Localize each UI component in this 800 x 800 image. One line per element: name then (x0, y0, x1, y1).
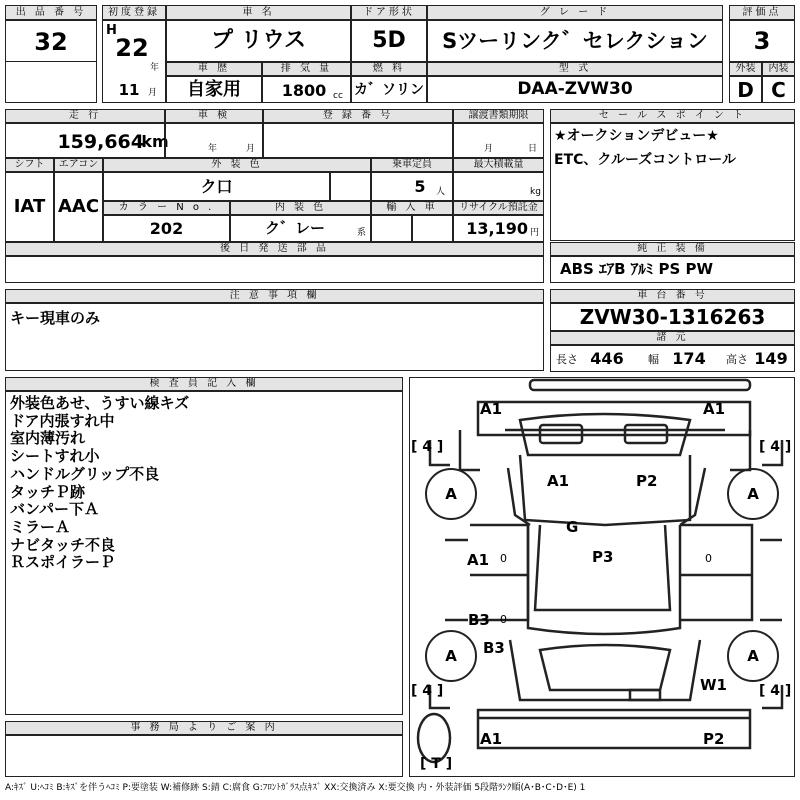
damage-rear-right: W1 (700, 676, 727, 694)
height: 149 (754, 349, 788, 368)
equipment-header: 純 正 装 備 (550, 242, 795, 256)
damage-glass: G (566, 518, 579, 536)
ac: AAC (57, 196, 100, 217)
length: 446 (590, 349, 624, 368)
tire-count-rr-value: 4 (770, 683, 781, 699)
displacement-header: 排 気 量 (262, 62, 351, 76)
displacement: 1800 (281, 81, 327, 100)
remarks-header: 注 意 事 項 欄 (5, 289, 544, 303)
inspection-month-unit: 月 (246, 144, 256, 154)
tire-count-rl-value: 4 (422, 683, 433, 699)
damage-hood-left: A1 (547, 472, 570, 490)
inspection-header: 車 検 (165, 109, 263, 123)
length-label: 長さ (556, 353, 578, 366)
inspector-header: 検 査 員 記 入 欄 (5, 377, 403, 391)
tire-count-rl: [ 4 ] (411, 683, 444, 699)
grade-header: グ レ ー ド (427, 5, 723, 20)
era: H (106, 23, 117, 38)
dims-header: 諸 元 (550, 331, 795, 345)
year-unit: 年 (150, 63, 160, 73)
model: DAA-ZVW30 (517, 79, 633, 99)
transfer-month-unit: 月 (484, 144, 494, 154)
tire-count-fl-value: 4 (422, 439, 433, 455)
reg-no-header: 登 録 番 号 (263, 109, 453, 123)
score-header: 評価点 (729, 5, 795, 20)
recycle-header: リサイクル預託金 (453, 201, 544, 215)
trunk-tire: [ T ] (420, 756, 453, 772)
score: 3 (753, 27, 771, 55)
damage-front-right: A1 (703, 400, 726, 418)
car-name-header: 車 名 (166, 5, 351, 20)
lot-header: 出 品 番 号 (5, 5, 97, 20)
tire-front-right (727, 468, 779, 520)
inspector-note: ハンドルグリップ不良 (10, 464, 160, 483)
displacement-unit: cc (333, 91, 343, 101)
transfer-header: 譲渡書類期限 (453, 109, 544, 123)
chassis-no: ZVW30-1316263 (579, 305, 766, 329)
capacity: 5 (414, 177, 426, 196)
car-name: プ リウス (211, 28, 306, 53)
inspector-note: シートすれ小 (10, 447, 100, 466)
month-unit: 月 (148, 88, 158, 98)
tire-rear-right-grade: A (747, 647, 759, 665)
tire-count-rr: [ 4 ] (759, 683, 792, 699)
inspector-note: タッチＰ跡 (10, 482, 86, 501)
tire-rear-right (727, 630, 779, 682)
recycle-unit: 円 (530, 228, 540, 238)
import-header: 輸 入 車 (371, 201, 453, 215)
damage-hood-right: P2 (636, 472, 658, 490)
tire-count-fr-value: 4 (770, 439, 781, 455)
inspector-note: ドア内張すれ中 (10, 411, 115, 430)
selling-points-header: セ ー ル ス ポ イ ン ト (550, 109, 795, 123)
ac-header: エアコン (54, 158, 103, 172)
chassis-header: 車 台 番 号 (550, 289, 795, 303)
tire-front-left (425, 468, 477, 520)
office-header: 事 務 局 よ り ご 案 内 (5, 721, 403, 735)
transfer-day-unit: 日 (528, 144, 538, 154)
inspector-note: バンパー下Ａ (10, 500, 99, 519)
reg-year: 22 (115, 34, 149, 62)
rear-left-mark: 0 (500, 613, 507, 626)
ext-score-header: 外装 (729, 62, 762, 76)
grade: Sツーリンク゛セレクション (442, 28, 708, 53)
parts-header: 後 日 発 送 部 品 (5, 242, 544, 256)
selling-point-2: ETC、クルーズコントロール (554, 152, 736, 168)
trunk-tire-value: T (431, 756, 441, 772)
damage-front-left: A1 (480, 400, 503, 418)
tire-count-fr: [ 4 ] (759, 439, 792, 455)
ext-color-header: 外 装 色 (103, 158, 371, 172)
remarks: キー現車のみ (10, 309, 101, 327)
inspector-note: ナビタッチ不良 (10, 535, 116, 554)
inspector-note: 室内薄汚れ (10, 429, 86, 448)
recycle: 13,190 (466, 219, 528, 238)
damage-left-door: A1 (467, 551, 490, 569)
selling-point-1: ★オークションデビュー★ (554, 128, 719, 144)
damage-left-rear-2: B3 (483, 639, 505, 657)
history-header: 車 歴 (166, 62, 262, 76)
tire-front-left-grade: A (445, 485, 457, 503)
tire-front-right-grade: A (747, 485, 759, 503)
int-color-header: 内 装 色 (230, 201, 371, 215)
damage-roof: P3 (592, 548, 614, 566)
left-door-mark: 0 (500, 552, 507, 565)
color-no-header: カ ラ ー N o . (103, 201, 230, 215)
damage-rear-left: A1 (480, 730, 503, 748)
history: 自家用 (187, 78, 241, 100)
door-type: 5D (372, 28, 406, 53)
max-load-header: 最大積載量 (453, 158, 544, 172)
lot-number: 32 (34, 28, 68, 56)
shift-header: シフト (5, 158, 54, 172)
ext-color: ク口 (200, 176, 233, 196)
int-score-header: 内装 (762, 62, 795, 76)
reg-month: 11 (118, 80, 140, 99)
damage-left-rear: B3 (468, 611, 490, 629)
int-color: ク゛レー (264, 219, 325, 237)
inspection-year-unit: 年 (208, 144, 218, 154)
legend: A:ｷｽﾞ U:ﾍｺﾐ B:ｷｽﾞを伴うﾍｺﾐ P:要塗装 W:補修跡 S:錆 C:腐食 G:ﾌﾛﾝﾄｶﾞﾗｽ点ｷｽﾞ XX:交換済み X:要交換 内・外装評価 5段階ﾗﾝｸ順(A･B･C･D･E) 1 (5, 783, 586, 793)
door-header: ドア形状 (351, 5, 427, 20)
first-reg-header: 初度登録 (102, 5, 166, 20)
max-load-unit: kg (530, 187, 541, 197)
height-label: 高さ (726, 353, 748, 366)
right-door-mark: 0 (705, 552, 712, 565)
width-label: 幅 (648, 353, 659, 366)
ext-score: D (737, 77, 754, 102)
tire-count-fl: [ 4 ] (411, 439, 444, 455)
model-header: 型 式 (427, 62, 723, 76)
tire-rear-left (425, 630, 477, 682)
mileage-header: 走 行 (5, 109, 165, 123)
width: 174 (672, 349, 706, 368)
inspector-note: 外装色あせ、うすい線キズ (10, 394, 190, 412)
capacity-header: 乗車定員 (371, 158, 453, 172)
mileage-unit: km (141, 132, 169, 151)
fuel: カ゛ソリン (354, 81, 424, 98)
tire-rear-left-grade: A (445, 647, 457, 665)
damage-rear-right-2: P2 (703, 730, 725, 748)
inspector-note: ＲスポイラーＰ (10, 553, 116, 572)
int-score: C (771, 77, 786, 102)
inspector-note: ミラーＡ (10, 517, 71, 536)
equipment: ABS ｴｱB ｱﾙﾐ PS PW (560, 260, 714, 278)
mileage: 159,664 (57, 130, 144, 153)
color-no: 202 (149, 218, 184, 238)
int-color-unit: 系 (357, 228, 367, 238)
capacity-unit: 人 (436, 187, 446, 197)
shift: IAT (13, 196, 46, 217)
fuel-header: 燃 料 (351, 62, 427, 76)
